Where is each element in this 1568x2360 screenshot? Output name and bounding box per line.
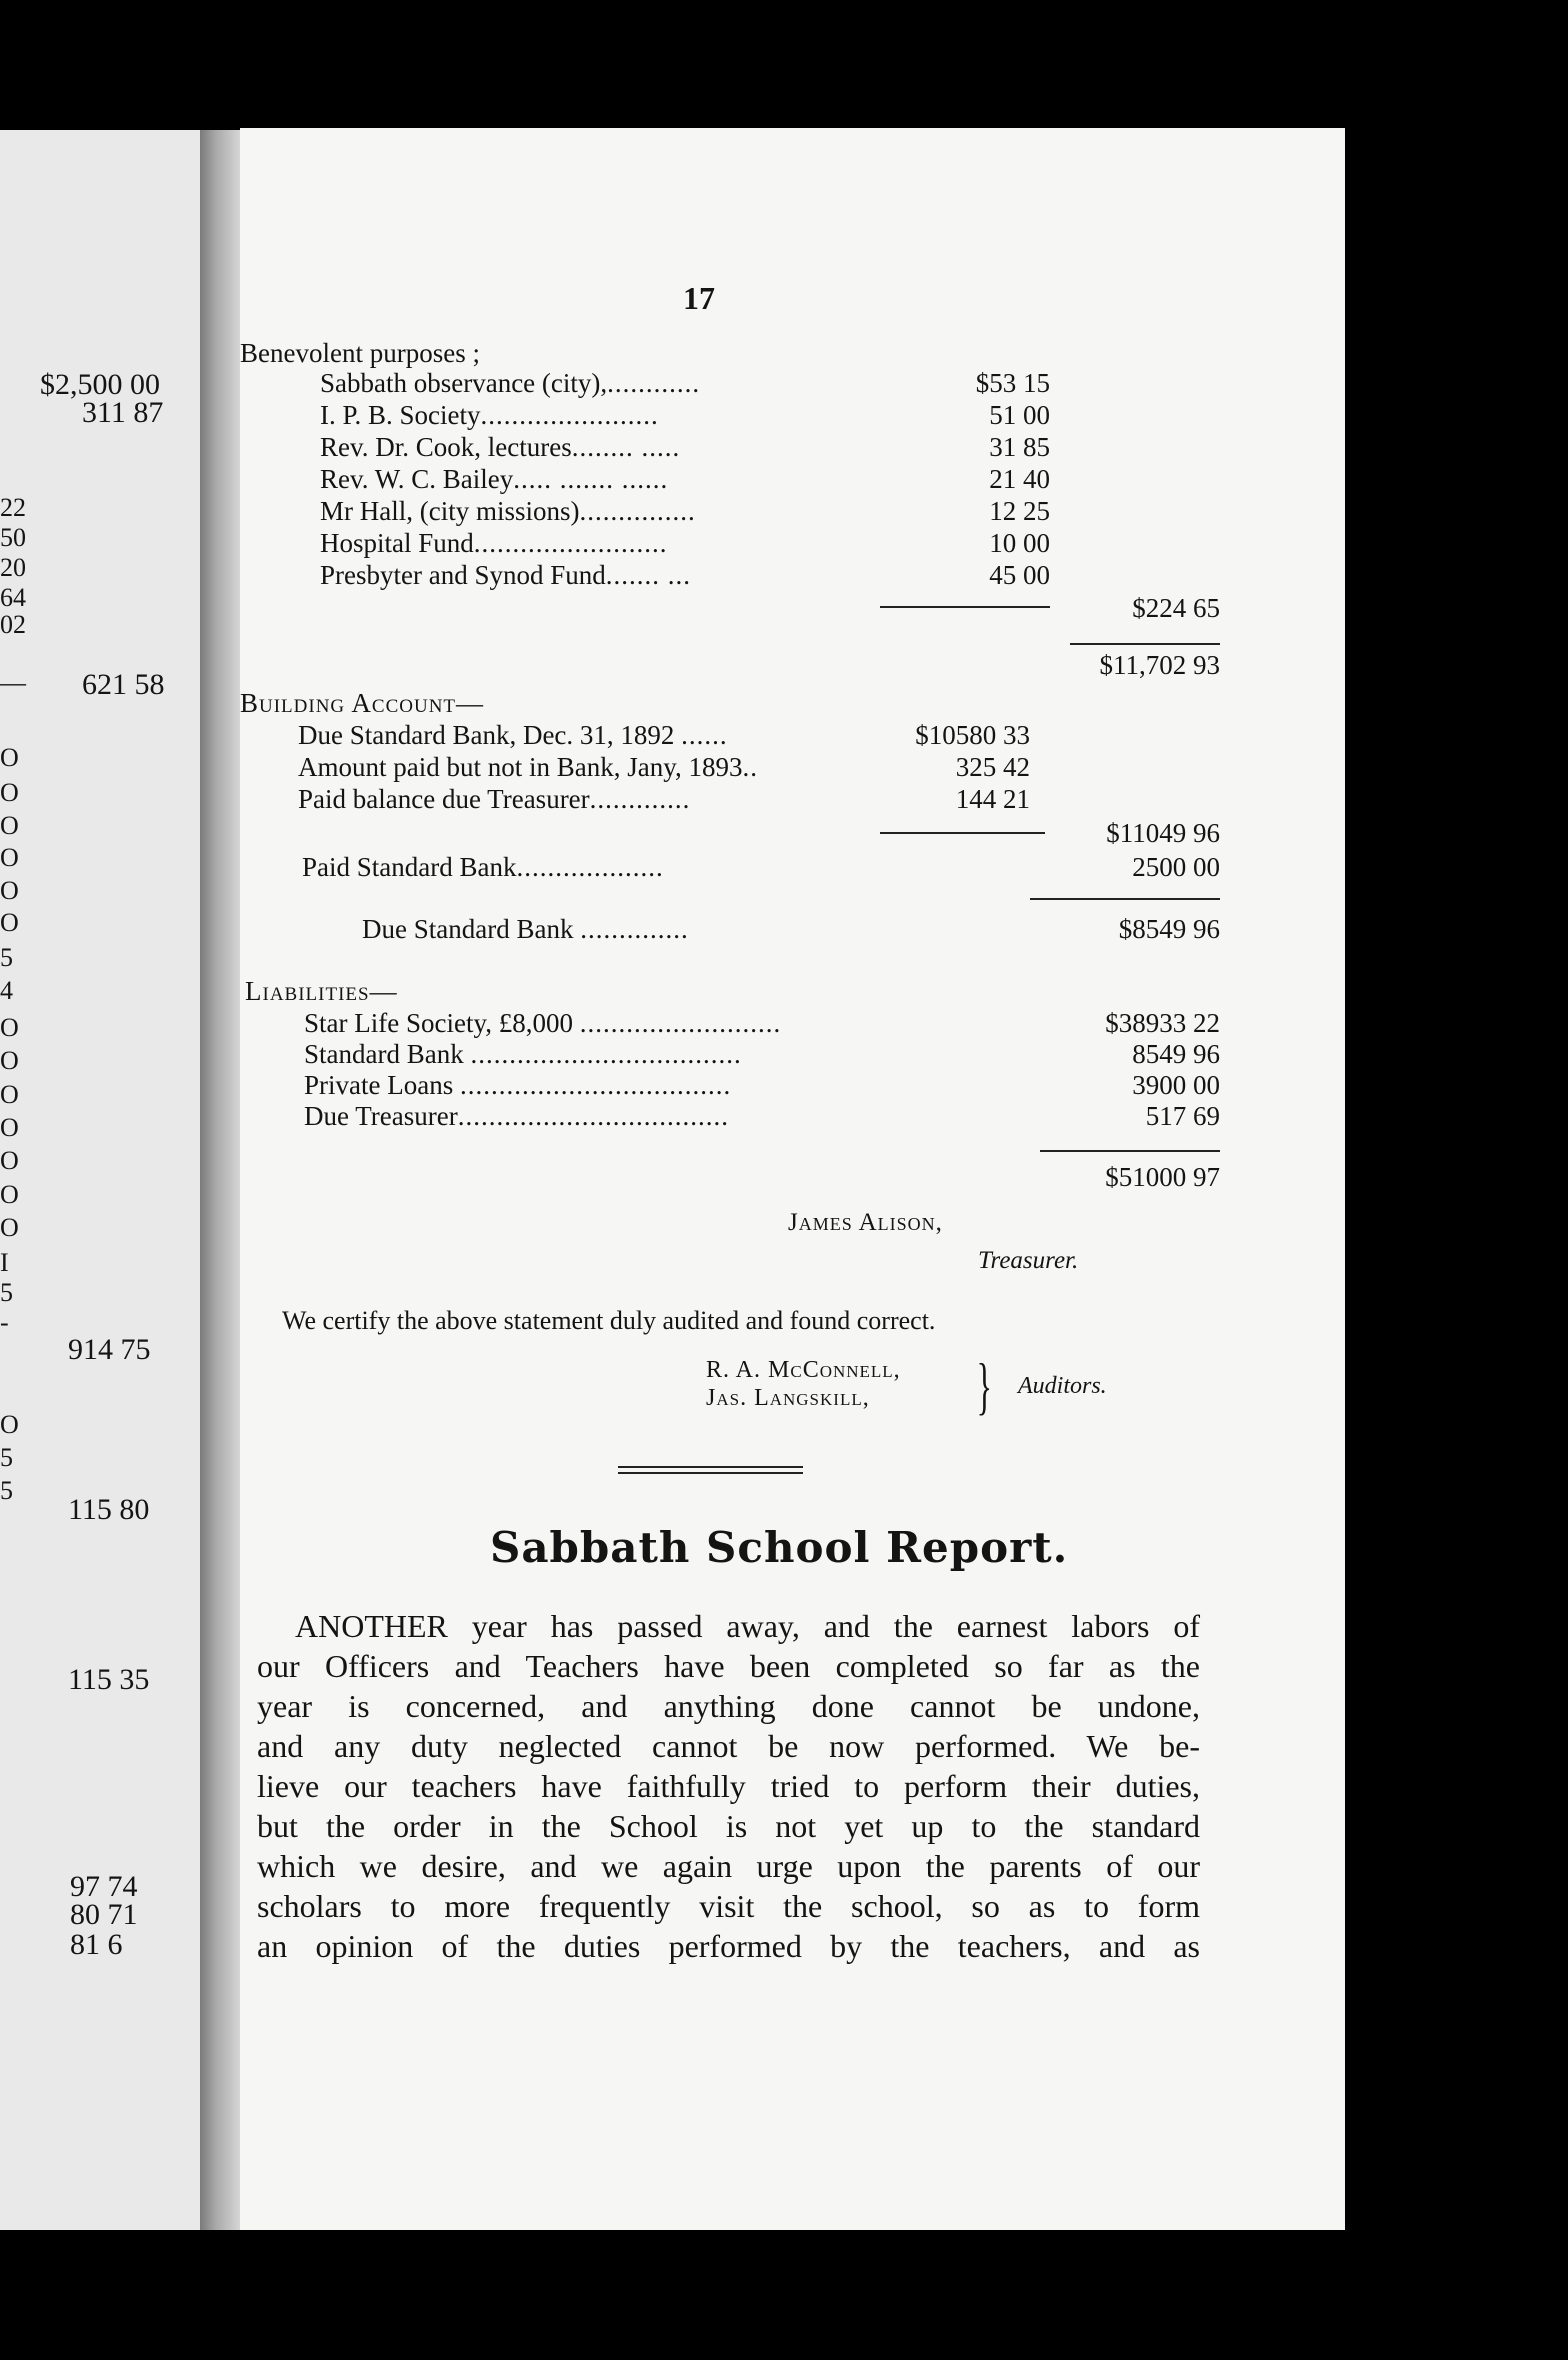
auditor-name: R. A. McConnell, [706, 1357, 901, 1383]
line-item: Sabbath observance (city),............ [320, 368, 701, 398]
edge-fragment: 20 [0, 553, 26, 582]
edge-fragment: O [0, 1013, 19, 1042]
edge-fragment: O [0, 811, 19, 840]
line-amount: 325 42 [955, 752, 1030, 782]
line-amount: 8549 96 [1132, 1039, 1220, 1069]
edge-fragment: 22 [0, 493, 26, 522]
grand-total-amount: $11,702 93 [1099, 650, 1220, 680]
line-item: Rev. W. C. Bailey..... ....... ...... [320, 464, 669, 494]
line-amount: 21 40 [989, 464, 1050, 494]
line-item: Rev. Dr. Cook, lectures........ ..... [320, 432, 681, 462]
line-amount: 2500 00 [1132, 852, 1220, 882]
edge-fragment: 4 [0, 976, 13, 1005]
report-line: and any duty neglected cannot be now performed. We be- [257, 1728, 1200, 1764]
left-amount: 115 35 [68, 1663, 150, 1696]
auditors-label: Auditors. [1018, 1373, 1107, 1399]
left-amount: 621 58 [82, 668, 165, 701]
edge-fragment: — [0, 668, 26, 697]
edge-fragment: O [0, 1046, 19, 1075]
report-line: an opinion of the duties performed by the teachers, and as [257, 1928, 1200, 1964]
line-item: Presbyter and Synod Fund....... ... [320, 560, 691, 590]
line-amount: 10 00 [989, 528, 1050, 558]
subtotal-rule [880, 606, 1050, 608]
edge-fragment: 50 [0, 523, 26, 552]
left-amount: 914 75 [68, 1333, 151, 1366]
report-line: but the order in the School is not yet up to the standard [257, 1808, 1200, 1844]
edge-fragment: O [0, 908, 19, 937]
page-number: 17 [683, 280, 715, 316]
edge-fragment: O [0, 876, 19, 905]
edge-fragment: 02 [0, 610, 26, 639]
line-item: Paid Standard Bank................... [302, 852, 664, 882]
edge-fragment: O [0, 1410, 19, 1439]
edge-fragment: O [0, 843, 19, 872]
certification-text: We certify the above statement duly audited and found correct. [282, 1306, 936, 1335]
total-rule [1070, 643, 1220, 645]
line-item: Due Standard Bank .............. [362, 914, 689, 944]
total-rule [1040, 1150, 1220, 1152]
section-divider [618, 1466, 803, 1474]
due-amount: $8549 96 [1118, 914, 1220, 944]
line-amount: 517 69 [1145, 1101, 1220, 1131]
line-amount: $53 15 [975, 368, 1050, 398]
line-item: Standard Bank ................................... [304, 1039, 742, 1069]
line-amount: 3900 00 [1132, 1070, 1220, 1100]
page-gutter [200, 130, 240, 2230]
edge-fragment: O [0, 743, 19, 772]
edge-fragment: 5 [0, 1443, 13, 1472]
report-paragraph [257, 1606, 1200, 1966]
left-page [0, 130, 200, 2230]
edge-fragment: O [0, 778, 19, 807]
line-item: Amount paid but not in Bank, Jany, 1893.. [298, 752, 758, 782]
building-total-amount: $11049 96 [1106, 818, 1220, 848]
line-item: Due Treasurer................................... [304, 1101, 729, 1131]
subtotal-rule [880, 832, 1045, 834]
line-amount: 51 00 [989, 400, 1050, 430]
line-item: Star Life Society, £8,000 .......................... [304, 1008, 782, 1038]
left-amount: 81 6 [70, 1928, 123, 1961]
edge-fragment: 5 [0, 943, 13, 972]
auditor-name: Jas. Langskill, [706, 1385, 870, 1411]
section-heading-liabilities: Liabilities— [245, 976, 398, 1006]
report-line: ANOTHER year has passed away, and the earnest labors of [295, 1608, 1200, 1644]
subtotal-amount: $224 65 [1132, 593, 1220, 623]
line-item: Private Loans ................................... [304, 1070, 732, 1100]
report-title: Sabbath School Report. [490, 1523, 1069, 1572]
report-line: scholars to more frequently visit the school, so as to form [257, 1888, 1200, 1924]
edge-fragment: O [0, 1180, 19, 1209]
treasurer-name: James Alison, [788, 1209, 943, 1236]
edge-fragment: I [0, 1248, 9, 1277]
report-line: our Officers and Teachers have been completed so far as the [257, 1648, 1200, 1684]
line-amount: $38933 22 [1105, 1008, 1220, 1038]
edge-fragment: - [0, 1308, 9, 1337]
edge-fragment: O [0, 1146, 19, 1175]
line-amount: 12 25 [989, 496, 1050, 526]
line-amount: $10580 33 [915, 720, 1030, 750]
auditors-brace: } [976, 1350, 993, 1421]
report-line: year is concerned, and anything done cannot be undone, [257, 1688, 1200, 1724]
liabilities-total-amount: $51000 97 [1105, 1162, 1220, 1192]
edge-fragment: 5 [0, 1476, 13, 1505]
line-item: I. P. B. Society....................... [320, 400, 659, 430]
section-heading-benevolent: Benevolent purposes ; [240, 338, 480, 368]
left-amount: 311 87 [82, 396, 164, 429]
line-item: Hospital Fund......................... [320, 528, 668, 558]
section-heading-building: Building Account— [240, 688, 485, 718]
left-amount: 115 80 [68, 1493, 150, 1526]
report-line: lieve our teachers have faithfully tried to perform their duties, [257, 1768, 1200, 1804]
line-item: Paid balance due Treasurer............. [298, 784, 691, 814]
left-amount: 80 71 [70, 1898, 138, 1931]
line-item: Mr Hall, (city missions)............... [320, 496, 696, 526]
line-amount: 144 21 [955, 784, 1030, 814]
right-page [240, 128, 1345, 2230]
line-amount: 45 00 [989, 560, 1050, 590]
treasurer-title: Treasurer. [978, 1247, 1079, 1274]
edge-fragment: 5 [0, 1278, 13, 1307]
report-line: which we desire, and we again urge upon the parents of our [257, 1848, 1200, 1884]
line-amount: 31 85 [989, 432, 1050, 462]
edge-fragment: O [0, 1113, 19, 1142]
edge-fragment: 64 [0, 583, 26, 612]
total-rule [1030, 898, 1220, 900]
edge-fragment: O [0, 1213, 19, 1242]
left-amount: $2,500 00 [40, 368, 160, 401]
edge-fragment: O [0, 1080, 19, 1109]
left-amount: 97 74 [70, 1870, 138, 1903]
line-item: Due Standard Bank, Dec. 31, 1892 ...... [298, 720, 728, 750]
